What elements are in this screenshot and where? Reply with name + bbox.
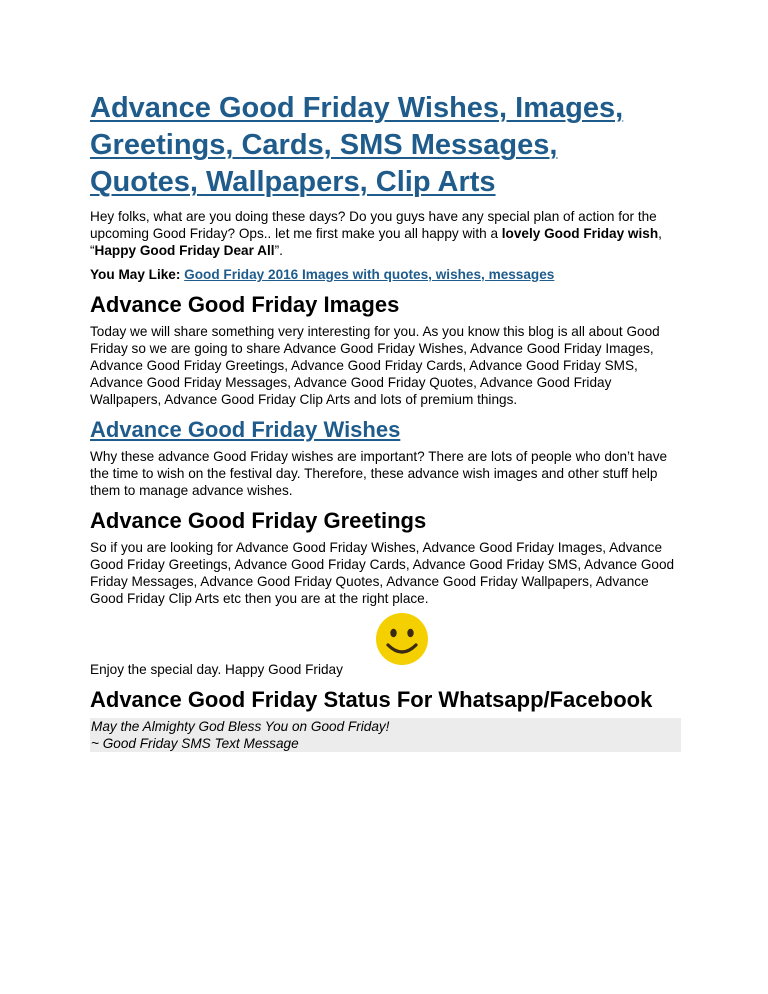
smiley-face-icon (375, 612, 429, 666)
page-title[interactable] (90, 90, 682, 201)
title-line-2[interactable]: Greetings, Cards, SMS Messages, (90, 129, 558, 161)
section-body-greetings: So if you are looking for Advance Good Friday Wishes, Advance Good Friday Images, Advance Good Friday Greetings, Advance Good Friday Cards, Advance Good Friday SMS, Advance Good Friday Messages, Advance Good Friday Quotes, Advance Good Friday Wallpapers, Advance Good Friday Clip Arts etc then you are at the right place. (90, 540, 675, 606)
may-like-line (90, 266, 682, 283)
smiley-row (90, 612, 682, 678)
section-heading-images: Advance Good Friday Images (90, 292, 400, 317)
title-line-1[interactable]: Advance Good Friday Wishes, Images, (90, 92, 624, 124)
title-line-3[interactable]: Quotes, Wallpapers, Clip Arts (90, 166, 496, 198)
section-heading-greetings: Advance Good Friday Greetings (90, 508, 427, 533)
section-heading-wishes[interactable]: Advance Good Friday Wishes (90, 417, 401, 442)
section-heading-status: Advance Good Friday Status For Whatsapp/Facebook (90, 687, 653, 712)
intro-paragraph (90, 208, 682, 259)
intro-text-3: ”. (274, 243, 283, 258)
enjoy-line: Enjoy the special day. Happy Good Friday (90, 662, 343, 677)
may-like-label: You May Like: (90, 267, 181, 282)
intro-bold-2: Happy Good Friday Dear All (94, 243, 275, 258)
document-page (90, 90, 682, 752)
may-like-link[interactable]: Good Friday 2016 Images with quotes, wishes, messages (184, 267, 555, 282)
status-quote-line-1: May the Almighty God Bless You on Good Friday! (91, 719, 390, 734)
intro-text-1: Hey folks, what are you doing these days? Do you guys have any special plan of action for the upcoming Good Friday? Ops.. let me first make you all happy with a (90, 209, 657, 241)
section-body-images: Today we will share something very interesting for you. As you know this blog is all about Good Friday so we are going to share Advance Good Friday Wishes, Advance Good Friday Images, Advance Good Friday Greetings, Advance Good Friday Cards, Advance Good Friday SMS, Advance Good Friday Messages, Advance Good Friday Quotes, Advance Good Friday Wallpapers, Advance Good Friday Clip Arts and lots of premium things. (90, 324, 660, 407)
status-quote-line-2: ~ Good Friday SMS Text Message (91, 736, 299, 751)
intro-text-2: , “ (90, 226, 662, 258)
section-body-wishes: Why these advance Good Friday wishes are important? There are lots of people who don’t have the time to wish on the festival day. Therefore, these advance wish images and other stuff help them to manage advance wishes. (90, 449, 668, 498)
status-quote-box (90, 718, 681, 752)
intro-bold-1: lovely Good Friday wish (501, 226, 659, 241)
